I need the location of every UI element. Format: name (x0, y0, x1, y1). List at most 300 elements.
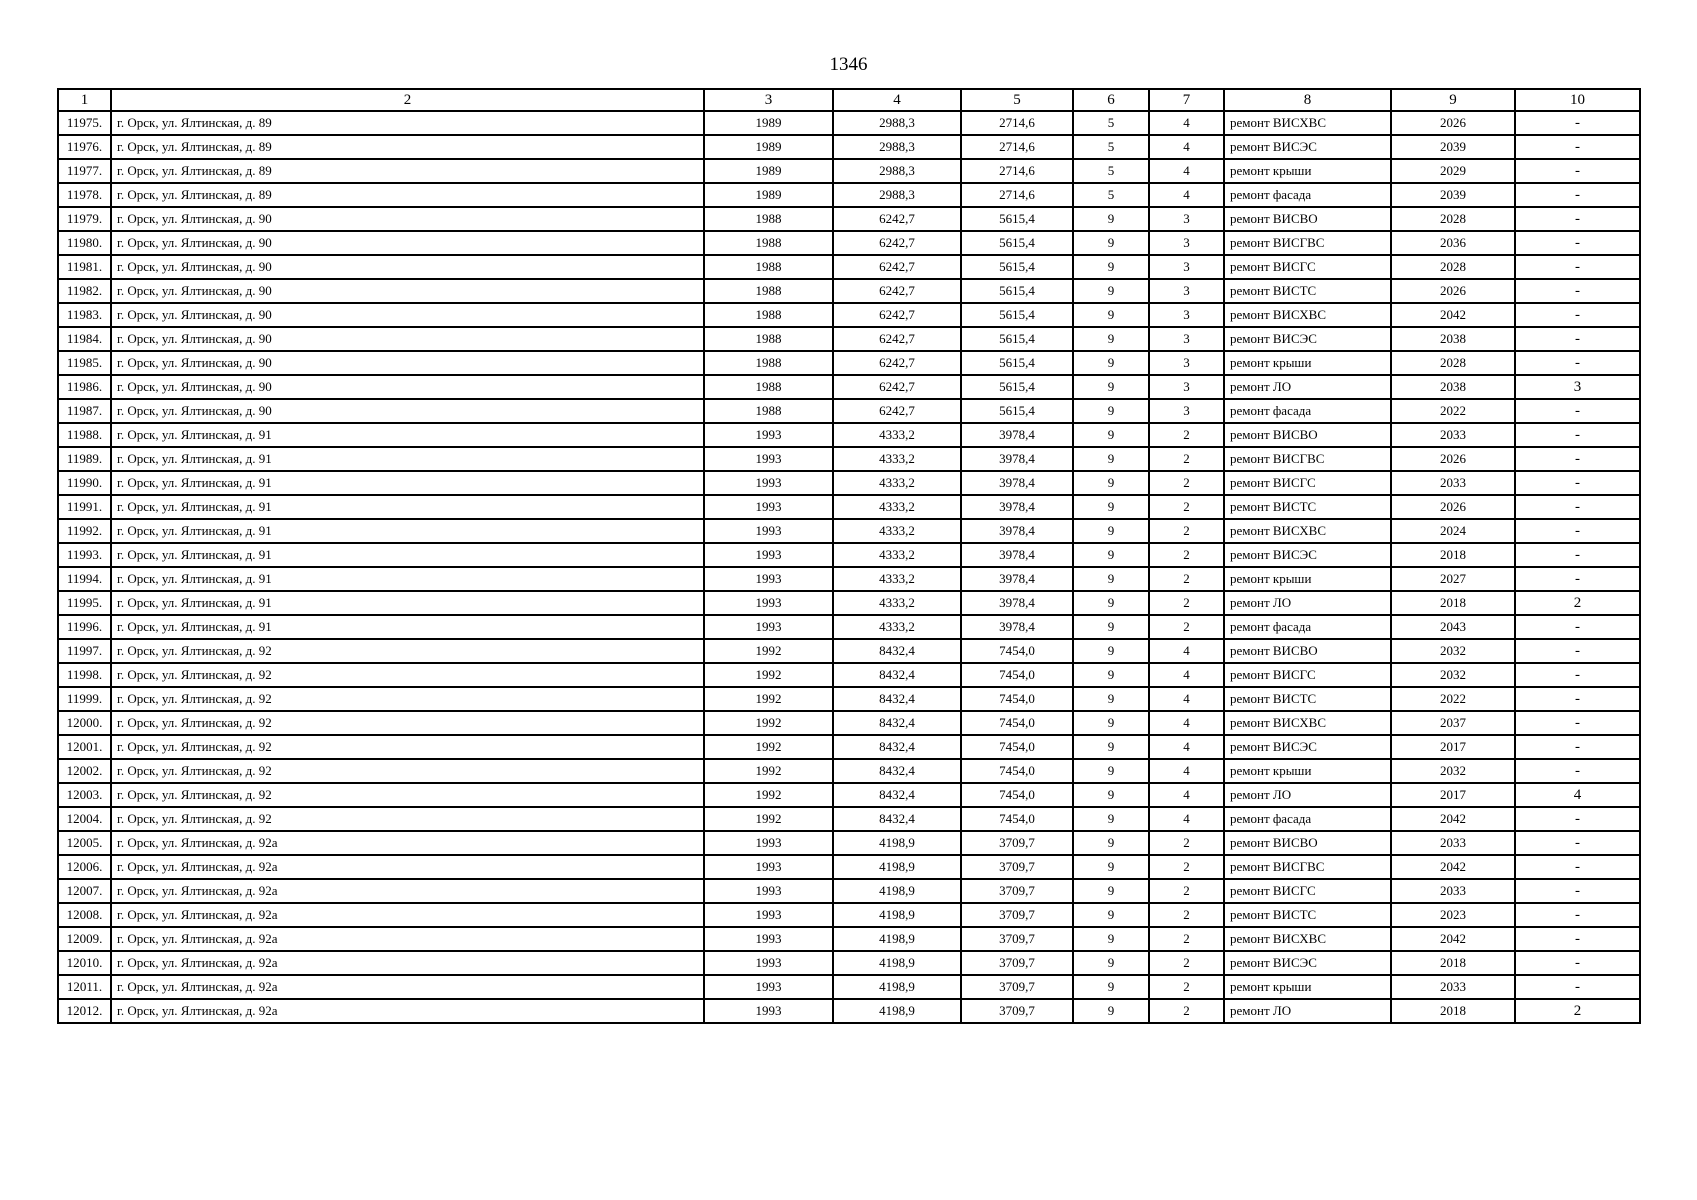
cell-floors: 9 (1073, 399, 1149, 423)
cell-row-number: 11988. (58, 423, 111, 447)
cell-address: г. Орск, ул. Ялтинская, д. 91 (111, 495, 704, 519)
cell-value-10: - (1515, 735, 1640, 759)
cell-residential-area: 7454,0 (961, 735, 1073, 759)
cell-row-number: 11997. (58, 639, 111, 663)
cell-address: г. Орск, ул. Ялтинская, д. 91 (111, 567, 704, 591)
table-row (58, 183, 1640, 207)
cell-year-built: 1989 (704, 111, 833, 135)
cell-residential-area: 3709,7 (961, 927, 1073, 951)
cell-entrances: 3 (1149, 279, 1224, 303)
cell-residential-area: 5615,4 (961, 399, 1073, 423)
cell-floors: 5 (1073, 159, 1149, 183)
cell-entrances: 2 (1149, 951, 1224, 975)
cell-residential-area: 7454,0 (961, 807, 1073, 831)
cell-work-type: ремонт ЛО (1224, 999, 1391, 1023)
cell-value-10: - (1515, 159, 1640, 183)
cell-total-area: 4333,2 (833, 591, 961, 615)
cell-value-10: - (1515, 183, 1640, 207)
cell-planned-year: 2018 (1391, 951, 1515, 975)
cell-residential-area: 5615,4 (961, 207, 1073, 231)
cell-entrances: 4 (1149, 135, 1224, 159)
cell-entrances: 4 (1149, 759, 1224, 783)
cell-residential-area: 5615,4 (961, 351, 1073, 375)
cell-entrances: 4 (1149, 807, 1224, 831)
cell-planned-year: 2029 (1391, 159, 1515, 183)
cell-address: г. Орск, ул. Ялтинская, д. 89 (111, 111, 704, 135)
cell-floors: 5 (1073, 135, 1149, 159)
cell-planned-year: 2017 (1391, 783, 1515, 807)
table-row (58, 999, 1640, 1023)
cell-entrances: 2 (1149, 903, 1224, 927)
cell-year-built: 1993 (704, 927, 833, 951)
cell-address: г. Орск, ул. Ялтинская, д. 92 (111, 759, 704, 783)
cell-address: г. Орск, ул. Ялтинская, д. 90 (111, 279, 704, 303)
cell-address: г. Орск, ул. Ялтинская, д. 92 (111, 807, 704, 831)
cell-entrances: 2 (1149, 591, 1224, 615)
cell-entrances: 3 (1149, 231, 1224, 255)
cell-work-type: ремонт ВИСЭС (1224, 543, 1391, 567)
cell-row-number: 11981. (58, 255, 111, 279)
table-row (58, 159, 1640, 183)
cell-address: г. Орск, ул. Ялтинская, д. 92а (111, 903, 704, 927)
cell-address: г. Орск, ул. Ялтинская, д. 92 (111, 711, 704, 735)
cell-row-number: 12001. (58, 735, 111, 759)
cell-address: г. Орск, ул. Ялтинская, д. 92а (111, 927, 704, 951)
cell-residential-area: 3978,4 (961, 591, 1073, 615)
cell-planned-year: 2023 (1391, 903, 1515, 927)
cell-floors: 9 (1073, 495, 1149, 519)
cell-planned-year: 2039 (1391, 135, 1515, 159)
cell-total-area: 8432,4 (833, 735, 961, 759)
cell-floors: 9 (1073, 255, 1149, 279)
table-row (58, 399, 1640, 423)
cell-total-area: 8432,4 (833, 687, 961, 711)
cell-work-type: ремонт ВИСХВС (1224, 519, 1391, 543)
cell-floors: 9 (1073, 855, 1149, 879)
cell-address: г. Орск, ул. Ялтинская, д. 90 (111, 399, 704, 423)
cell-value-10: - (1515, 567, 1640, 591)
column-header-2: 2 (111, 89, 704, 111)
cell-work-type: ремонт ВИСТС (1224, 279, 1391, 303)
cell-year-built: 1992 (704, 759, 833, 783)
cell-planned-year: 2033 (1391, 831, 1515, 855)
cell-row-number: 11996. (58, 615, 111, 639)
cell-residential-area: 3709,7 (961, 879, 1073, 903)
cell-address: г. Орск, ул. Ялтинская, д. 91 (111, 447, 704, 471)
cell-floors: 9 (1073, 471, 1149, 495)
cell-work-type: ремонт ВИСВО (1224, 207, 1391, 231)
cell-value-10: - (1515, 879, 1640, 903)
cell-row-number: 12009. (58, 927, 111, 951)
cell-row-number: 11989. (58, 447, 111, 471)
table-row (58, 423, 1640, 447)
cell-residential-area: 3709,7 (961, 999, 1073, 1023)
cell-work-type: ремонт крыши (1224, 159, 1391, 183)
cell-row-number: 12003. (58, 783, 111, 807)
table-row (58, 663, 1640, 687)
table-body (58, 111, 1640, 1023)
cell-row-number: 12004. (58, 807, 111, 831)
cell-residential-area: 7454,0 (961, 711, 1073, 735)
cell-work-type: ремонт ВИСГС (1224, 879, 1391, 903)
cell-residential-area: 7454,0 (961, 687, 1073, 711)
cell-entrances: 2 (1149, 855, 1224, 879)
cell-work-type: ремонт крыши (1224, 759, 1391, 783)
cell-year-built: 1989 (704, 159, 833, 183)
cell-floors: 9 (1073, 807, 1149, 831)
cell-planned-year: 2018 (1391, 999, 1515, 1023)
table-row (58, 807, 1640, 831)
cell-year-built: 1993 (704, 519, 833, 543)
cell-planned-year: 2033 (1391, 975, 1515, 999)
cell-year-built: 1993 (704, 831, 833, 855)
cell-floors: 9 (1073, 735, 1149, 759)
cell-row-number: 11995. (58, 591, 111, 615)
cell-entrances: 3 (1149, 375, 1224, 399)
cell-total-area: 6242,7 (833, 303, 961, 327)
cell-residential-area: 5615,4 (961, 375, 1073, 399)
cell-entrances: 2 (1149, 615, 1224, 639)
cell-floors: 9 (1073, 615, 1149, 639)
table-row (58, 639, 1640, 663)
cell-address: г. Орск, ул. Ялтинская, д. 91 (111, 519, 704, 543)
cell-entrances: 4 (1149, 687, 1224, 711)
cell-value-10: - (1515, 111, 1640, 135)
cell-planned-year: 2042 (1391, 855, 1515, 879)
cell-planned-year: 2033 (1391, 879, 1515, 903)
cell-planned-year: 2026 (1391, 495, 1515, 519)
cell-floors: 9 (1073, 231, 1149, 255)
cell-planned-year: 2028 (1391, 351, 1515, 375)
cell-planned-year: 2026 (1391, 279, 1515, 303)
cell-work-type: ремонт ВИСХВС (1224, 711, 1391, 735)
cell-value-10: - (1515, 447, 1640, 471)
cell-value-10: - (1515, 423, 1640, 447)
cell-work-type: ремонт ВИСХВС (1224, 303, 1391, 327)
cell-value-10: - (1515, 855, 1640, 879)
cell-year-built: 1988 (704, 207, 833, 231)
cell-work-type: ремонт крыши (1224, 975, 1391, 999)
cell-row-number: 11993. (58, 543, 111, 567)
cell-floors: 9 (1073, 639, 1149, 663)
cell-value-10: - (1515, 135, 1640, 159)
cell-floors: 9 (1073, 423, 1149, 447)
cell-planned-year: 2038 (1391, 375, 1515, 399)
cell-floors: 9 (1073, 543, 1149, 567)
cell-planned-year: 2038 (1391, 327, 1515, 351)
cell-entrances: 4 (1149, 783, 1224, 807)
cell-row-number: 11999. (58, 687, 111, 711)
cell-value-10: 2 (1515, 591, 1640, 615)
cell-year-built: 1993 (704, 495, 833, 519)
cell-address: г. Орск, ул. Ялтинская, д. 90 (111, 351, 704, 375)
cell-planned-year: 2022 (1391, 399, 1515, 423)
cell-work-type: ремонт ВИСХВС (1224, 927, 1391, 951)
cell-floors: 9 (1073, 831, 1149, 855)
column-header-7: 7 (1149, 89, 1224, 111)
cell-floors: 5 (1073, 111, 1149, 135)
cell-total-area: 2988,3 (833, 183, 961, 207)
table-row (58, 711, 1640, 735)
cell-entrances: 2 (1149, 543, 1224, 567)
cell-value-10: 3 (1515, 375, 1640, 399)
cell-residential-area: 5615,4 (961, 231, 1073, 255)
cell-year-built: 1988 (704, 351, 833, 375)
cell-year-built: 1993 (704, 423, 833, 447)
cell-year-built: 1993 (704, 951, 833, 975)
column-header-9: 9 (1391, 89, 1515, 111)
cell-address: г. Орск, ул. Ялтинская, д. 90 (111, 255, 704, 279)
cell-work-type: ремонт ВИСЭС (1224, 951, 1391, 975)
table-row (58, 255, 1640, 279)
cell-planned-year: 2018 (1391, 591, 1515, 615)
cell-residential-area: 3978,4 (961, 615, 1073, 639)
table-row (58, 135, 1640, 159)
cell-work-type: ремонт ВИСГС (1224, 255, 1391, 279)
cell-entrances: 3 (1149, 303, 1224, 327)
cell-entrances: 4 (1149, 711, 1224, 735)
cell-row-number: 12000. (58, 711, 111, 735)
cell-row-number: 11984. (58, 327, 111, 351)
cell-work-type: ремонт ВИСЭС (1224, 735, 1391, 759)
cell-floors: 9 (1073, 999, 1149, 1023)
cell-residential-area: 2714,6 (961, 183, 1073, 207)
cell-row-number: 11994. (58, 567, 111, 591)
cell-work-type: ремонт ВИСТС (1224, 687, 1391, 711)
table-row (58, 207, 1640, 231)
cell-year-built: 1993 (704, 879, 833, 903)
cell-total-area: 6242,7 (833, 351, 961, 375)
cell-residential-area: 3709,7 (961, 855, 1073, 879)
cell-work-type: ремонт фасада (1224, 807, 1391, 831)
cell-total-area: 6242,7 (833, 327, 961, 351)
cell-work-type: ремонт ВИСЭС (1224, 135, 1391, 159)
cell-value-10: - (1515, 663, 1640, 687)
cell-total-area: 2988,3 (833, 111, 961, 135)
cell-value-10: - (1515, 951, 1640, 975)
cell-year-built: 1992 (704, 663, 833, 687)
cell-address: г. Орск, ул. Ялтинская, д. 91 (111, 423, 704, 447)
cell-entrances: 4 (1149, 159, 1224, 183)
table-row (58, 111, 1640, 135)
cell-entrances: 3 (1149, 327, 1224, 351)
cell-entrances: 4 (1149, 111, 1224, 135)
cell-planned-year: 2043 (1391, 615, 1515, 639)
cell-floors: 9 (1073, 279, 1149, 303)
cell-total-area: 8432,4 (833, 639, 961, 663)
cell-row-number: 11979. (58, 207, 111, 231)
column-header-5: 5 (961, 89, 1073, 111)
cell-year-built: 1993 (704, 855, 833, 879)
cell-total-area: 4333,2 (833, 471, 961, 495)
cell-row-number: 12007. (58, 879, 111, 903)
cell-total-area: 6242,7 (833, 399, 961, 423)
cell-row-number: 11991. (58, 495, 111, 519)
cell-value-10: - (1515, 495, 1640, 519)
cell-year-built: 1992 (704, 639, 833, 663)
cell-value-10: - (1515, 639, 1640, 663)
cell-address: г. Орск, ул. Ялтинская, д. 89 (111, 135, 704, 159)
cell-total-area: 4333,2 (833, 519, 961, 543)
cell-floors: 9 (1073, 375, 1149, 399)
cell-work-type: ремонт ВИСГВС (1224, 855, 1391, 879)
cell-year-built: 1988 (704, 255, 833, 279)
cell-planned-year: 2042 (1391, 927, 1515, 951)
cell-planned-year: 2033 (1391, 471, 1515, 495)
cell-floors: 9 (1073, 303, 1149, 327)
cell-address: г. Орск, ул. Ялтинская, д. 90 (111, 231, 704, 255)
cell-value-10: - (1515, 471, 1640, 495)
cell-total-area: 4198,9 (833, 903, 961, 927)
cell-address: г. Орск, ул. Ялтинская, д. 92а (111, 975, 704, 999)
cell-entrances: 2 (1149, 927, 1224, 951)
cell-total-area: 6242,7 (833, 231, 961, 255)
cell-address: г. Орск, ул. Ялтинская, д. 92 (111, 735, 704, 759)
table-row (58, 231, 1640, 255)
table-row (58, 879, 1640, 903)
cell-row-number: 11987. (58, 399, 111, 423)
cell-entrances: 2 (1149, 567, 1224, 591)
cell-row-number: 11986. (58, 375, 111, 399)
table-row (58, 519, 1640, 543)
cell-address: г. Орск, ул. Ялтинская, д. 92а (111, 951, 704, 975)
cell-residential-area: 7454,0 (961, 663, 1073, 687)
table-row (58, 591, 1640, 615)
cell-value-10: - (1515, 831, 1640, 855)
cell-planned-year: 2042 (1391, 807, 1515, 831)
cell-address: г. Орск, ул. Ялтинская, д. 92 (111, 687, 704, 711)
cell-floors: 9 (1073, 207, 1149, 231)
cell-work-type: ремонт ЛО (1224, 375, 1391, 399)
cell-year-built: 1989 (704, 135, 833, 159)
cell-residential-area: 3978,4 (961, 495, 1073, 519)
cell-floors: 9 (1073, 327, 1149, 351)
cell-address: г. Орск, ул. Ялтинская, д. 92а (111, 879, 704, 903)
cell-value-10: - (1515, 327, 1640, 351)
cell-year-built: 1988 (704, 399, 833, 423)
cell-total-area: 4198,9 (833, 999, 961, 1023)
cell-floors: 9 (1073, 759, 1149, 783)
table-row (58, 951, 1640, 975)
cell-work-type: ремонт ВИСХВС (1224, 111, 1391, 135)
cell-residential-area: 3978,4 (961, 423, 1073, 447)
cell-value-10: - (1515, 927, 1640, 951)
cell-address: г. Орск, ул. Ялтинская, д. 91 (111, 471, 704, 495)
cell-entrances: 3 (1149, 351, 1224, 375)
cell-year-built: 1992 (704, 687, 833, 711)
cell-address: г. Орск, ул. Ялтинская, д. 92а (111, 999, 704, 1023)
table-row (58, 279, 1640, 303)
cell-floors: 9 (1073, 927, 1149, 951)
cell-floors: 9 (1073, 879, 1149, 903)
cell-value-10: - (1515, 807, 1640, 831)
cell-address: г. Орск, ул. Ялтинская, д. 91 (111, 615, 704, 639)
cell-entrances: 2 (1149, 471, 1224, 495)
table-row (58, 303, 1640, 327)
cell-row-number: 11980. (58, 231, 111, 255)
cell-planned-year: 2039 (1391, 183, 1515, 207)
cell-row-number: 11976. (58, 135, 111, 159)
cell-floors: 9 (1073, 447, 1149, 471)
table-row (58, 975, 1640, 999)
table-row (58, 327, 1640, 351)
cell-row-number: 12011. (58, 975, 111, 999)
cell-year-built: 1993 (704, 975, 833, 999)
cell-total-area: 8432,4 (833, 663, 961, 687)
cell-value-10: - (1515, 615, 1640, 639)
cell-floors: 9 (1073, 519, 1149, 543)
cell-residential-area: 3978,4 (961, 471, 1073, 495)
cell-address: г. Орск, ул. Ялтинская, д. 92 (111, 663, 704, 687)
cell-work-type: ремонт ЛО (1224, 783, 1391, 807)
cell-address: г. Орск, ул. Ялтинская, д. 90 (111, 303, 704, 327)
table-row (58, 783, 1640, 807)
cell-residential-area: 3709,7 (961, 951, 1073, 975)
cell-total-area: 4333,2 (833, 423, 961, 447)
cell-residential-area: 5615,4 (961, 279, 1073, 303)
cell-floors: 5 (1073, 183, 1149, 207)
cell-residential-area: 2714,6 (961, 111, 1073, 135)
cell-value-10: - (1515, 231, 1640, 255)
cell-year-built: 1992 (704, 735, 833, 759)
cell-total-area: 8432,4 (833, 711, 961, 735)
header-row (58, 89, 1640, 111)
cell-entrances: 4 (1149, 663, 1224, 687)
cell-planned-year: 2036 (1391, 231, 1515, 255)
cell-total-area: 6242,7 (833, 255, 961, 279)
column-header-3: 3 (704, 89, 833, 111)
cell-planned-year: 2026 (1391, 111, 1515, 135)
cell-value-10: - (1515, 279, 1640, 303)
cell-planned-year: 2032 (1391, 663, 1515, 687)
cell-row-number: 11983. (58, 303, 111, 327)
cell-year-built: 1993 (704, 471, 833, 495)
cell-entrances: 3 (1149, 399, 1224, 423)
cell-row-number: 12005. (58, 831, 111, 855)
cell-entrances: 4 (1149, 639, 1224, 663)
cell-total-area: 8432,4 (833, 807, 961, 831)
table-row (58, 855, 1640, 879)
cell-residential-area: 3709,7 (961, 975, 1073, 999)
table-row (58, 543, 1640, 567)
cell-row-number: 11978. (58, 183, 111, 207)
cell-work-type: ремонт фасада (1224, 183, 1391, 207)
cell-entrances: 3 (1149, 255, 1224, 279)
cell-entrances: 2 (1149, 999, 1224, 1023)
cell-floors: 9 (1073, 975, 1149, 999)
cell-work-type: ремонт ВИСЭС (1224, 327, 1391, 351)
table-row (58, 447, 1640, 471)
cell-value-10: 4 (1515, 783, 1640, 807)
cell-planned-year: 2037 (1391, 711, 1515, 735)
cell-work-type: ремонт ВИСГВС (1224, 447, 1391, 471)
repair-schedule-table (57, 88, 1641, 1024)
cell-year-built: 1993 (704, 615, 833, 639)
cell-row-number: 11982. (58, 279, 111, 303)
table-row (58, 759, 1640, 783)
cell-residential-area: 7454,0 (961, 783, 1073, 807)
cell-planned-year: 2018 (1391, 543, 1515, 567)
cell-row-number: 11990. (58, 471, 111, 495)
cell-work-type: ремонт ВИСТС (1224, 903, 1391, 927)
cell-residential-area: 3978,4 (961, 447, 1073, 471)
cell-work-type: ремонт ЛО (1224, 591, 1391, 615)
cell-entrances: 4 (1149, 735, 1224, 759)
cell-total-area: 4198,9 (833, 879, 961, 903)
table-row (58, 495, 1640, 519)
cell-residential-area: 3978,4 (961, 543, 1073, 567)
cell-year-built: 1992 (704, 783, 833, 807)
